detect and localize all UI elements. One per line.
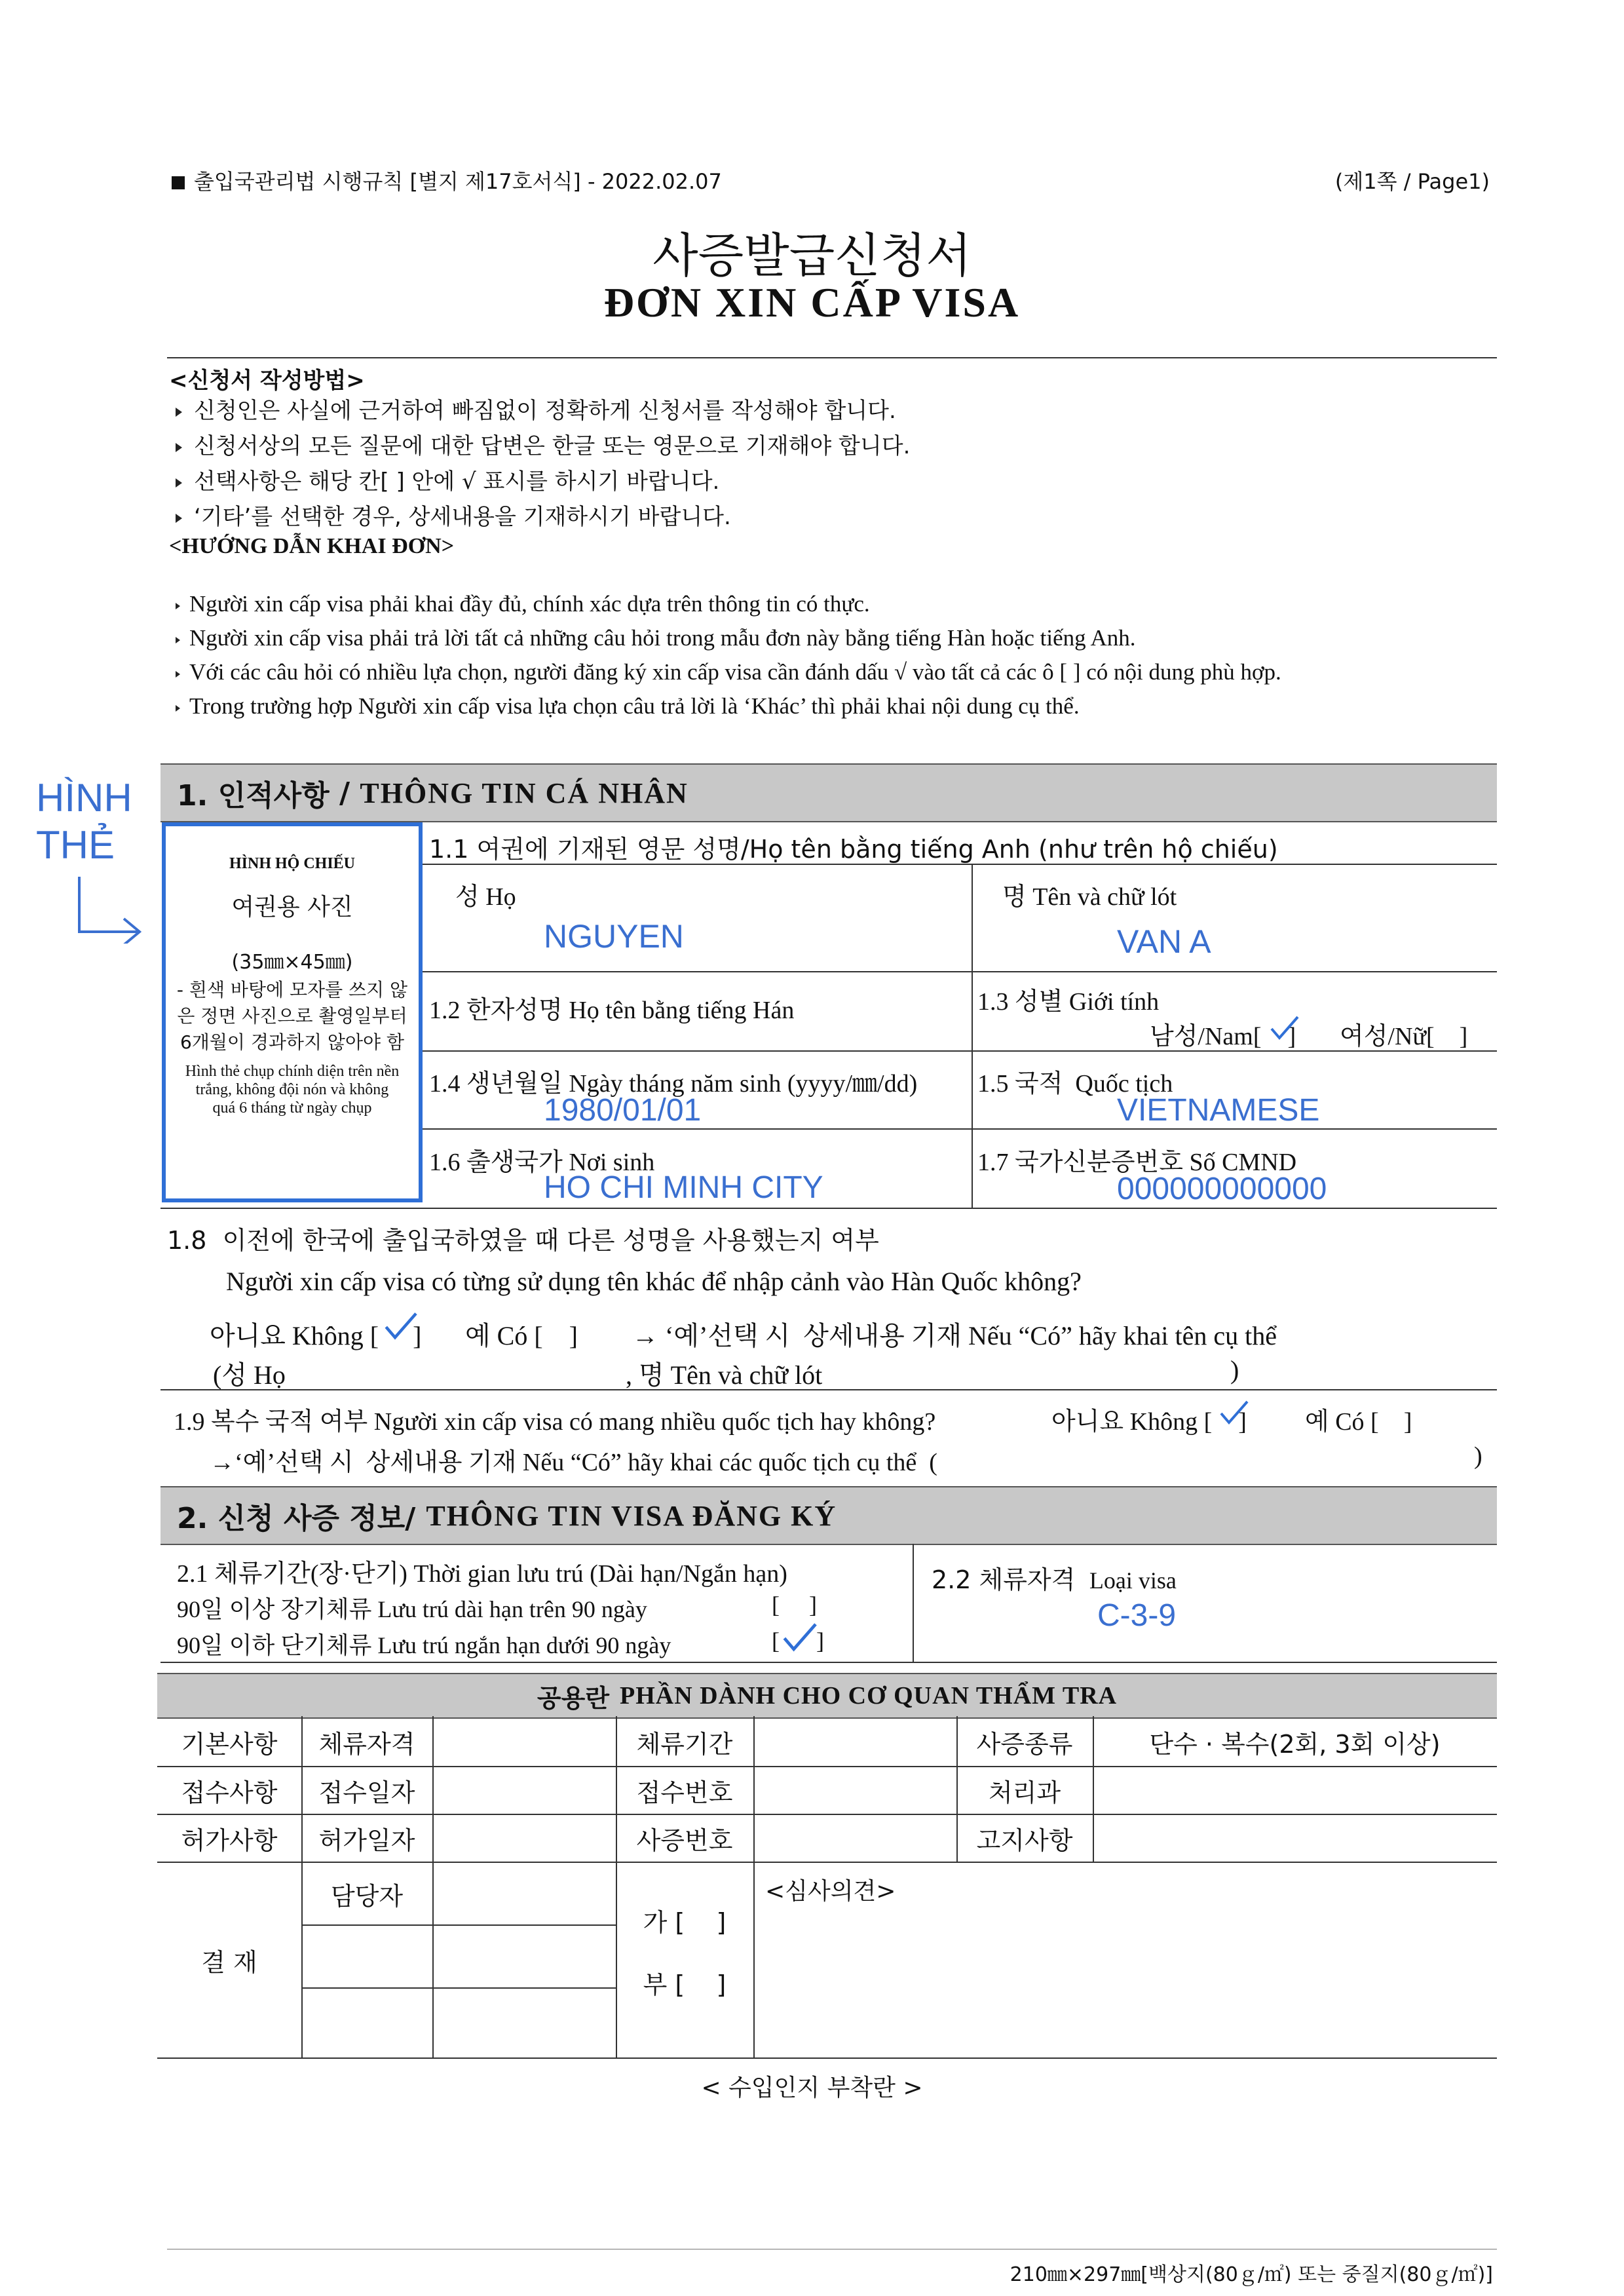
birthplace-value[interactable]: HO CHI MINH CITY <box>544 1170 823 1205</box>
q14-label: 1.4 생년월일 Ngày tháng năm sinh (yyyy/㎜/dd) <box>429 1070 918 1098</box>
q18-given-field[interactable]: , 명 Tên và chữ lót <box>626 1360 823 1390</box>
grid-line <box>157 2057 1497 2059</box>
q19-no-option[interactable]: 아니요 Không [ ] <box>1051 1408 1247 1436</box>
officer-label: 담당자 <box>330 1881 404 1911</box>
permit-info-label: 허가사항 <box>181 1826 278 1855</box>
grid-line <box>753 1716 755 2057</box>
triangle-bullet-icon <box>176 637 180 643</box>
title-divider <box>167 357 1497 358</box>
title-korean: 사증발급신청서 <box>652 228 972 283</box>
section1-title-vi: THÔNG TIN CÁ NHÂN <box>360 776 689 809</box>
section1-title-sep: / <box>329 776 360 810</box>
given-name-label: 명 Tên và chữ lót <box>1002 883 1177 911</box>
instructions-vi-list <box>176 587 1479 723</box>
q22-label: 2.2 체류자격 Loại visa <box>932 1565 1177 1594</box>
grid-line <box>972 864 973 1208</box>
visa-type-value[interactable]: C-3-9 <box>1097 1598 1177 1633</box>
processing-dept-label: 처리과 <box>988 1778 1061 1807</box>
notice-label: 고지사항 <box>976 1826 1073 1855</box>
receipt-date-label: 접수일자 <box>318 1778 415 1807</box>
grid-line <box>161 1389 1497 1390</box>
given-name-value[interactable]: VAN A <box>1117 923 1211 960</box>
reject-option: 부 [ ] <box>643 1970 727 1999</box>
grid-line <box>301 1987 616 1989</box>
triangle-bullet-icon <box>176 514 182 523</box>
title-vietnamese: ĐƠN XIN CẤP VISA <box>603 279 1021 326</box>
gender-female-option[interactable]: 여성/Nữ[ ] <box>1340 1023 1468 1050</box>
q18-vi: Người xin cấp visa có từng sử dụng tên khác để nhập cảnh vào Hàn Quốc không? <box>226 1267 1082 1296</box>
section2-header <box>161 1486 1497 1545</box>
permit-date-label: 허가일자 <box>318 1826 415 1855</box>
q19-close: ) <box>1474 1442 1482 1470</box>
q13-label: 1.3 성별 Giới tính <box>977 988 1160 1016</box>
grid-line <box>301 1924 616 1926</box>
q18-detail-instruction: → ‘예’선택 시 상세내용 기재 Nếu “Có” hãy khai tên cụ thể <box>632 1321 1277 1350</box>
nationality-value[interactable]: VIETNAMESE <box>1117 1093 1320 1128</box>
q17-label: 1.7 국가신분증번호 Số CMND <box>977 1149 1297 1176</box>
photo-ko-desc: - 흰색 바탕에 모자를 쓰지 않은 정면 사진으로 촬영일부터 6개월이 경과하지 않아야 함 <box>176 979 408 1053</box>
photo-annotation-line2: THẺ <box>36 823 115 867</box>
official-title-ko: 공용란 <box>537 1683 610 1713</box>
gender-male-option[interactable]: 남성/Nam[ ] <box>1150 1023 1296 1050</box>
q19-label: 1.9 복수 국적 여부 Người xin cấp visa có mang nhiều quốc tịch hay không? <box>174 1408 936 1436</box>
grid-line <box>161 1208 1497 1209</box>
approval-label: 결 재 <box>201 1948 257 1977</box>
q16-label: 1.6 출생국가 Nơi sinh <box>429 1149 655 1176</box>
instruction-ko-item: 신청인은 사실에 근거하여 빠짐없이 정확하게 신청서를 작성해야 합니다. <box>176 393 910 429</box>
instruction-ko-item: 신청서상의 모든 질문에 대한 답변은 한글 또는 영문으로 기재해야 합니다. <box>176 429 910 464</box>
checkmark-icon <box>383 1311 418 1342</box>
arrow-right-icon <box>69 871 147 944</box>
review-opinion-label: <심사의견> <box>765 1878 896 1905</box>
instructions-ko-list <box>176 393 910 535</box>
instruction-vi-item: Người xin cấp visa phải trả lời tất cả những câu hỏi trong mẫu đơn này bằng tiếng Hàn hoặc tiếng Anh. <box>176 621 1479 655</box>
q19-yes-option[interactable]: 예 Có [ ] <box>1305 1408 1412 1436</box>
grid-line <box>913 1544 914 1662</box>
receipt-number-label: 접수번호 <box>636 1778 733 1807</box>
square-bullet-icon <box>172 176 185 189</box>
basic-info-label: 기본사항 <box>181 1729 278 1759</box>
q21-label: 2.1 체류기간(장·단기) Thời gian lưu trú (Dài hạn/Ngắn hạn) <box>177 1560 787 1588</box>
section1-title-ko: 1. 인적사항 <box>177 779 330 813</box>
q18-yes-option[interactable]: 예 Có [ ] <box>465 1321 578 1350</box>
long-term-box[interactable]: [ ] <box>772 1592 817 1618</box>
checkmark-icon <box>781 1621 818 1654</box>
instruction-ko-item: 선택사항은 해당 칸[ ] 안에 √ 표시를 하시기 바랍니다. <box>176 464 910 499</box>
section1-header <box>161 763 1497 822</box>
photo-vi-title: HÌNH HỘ CHIẾU <box>229 855 356 872</box>
surname-label: 성 Họ <box>455 883 516 911</box>
q11-label: 1.1 여권에 기재된 영문 성명/Họ tên bằng tiếng Anh (như trên hộ chiếu) <box>429 835 1278 864</box>
id-number-value[interactable]: 000000000000 <box>1117 1172 1327 1206</box>
grid-line <box>432 1716 434 2057</box>
short-term-box[interactable]: [ ] <box>772 1628 824 1654</box>
triangle-bullet-icon <box>176 408 182 417</box>
instructions-vi-heading: <HƯỚNG DẪN KHAI ĐƠN> <box>169 534 455 558</box>
status-label: 체류자격 <box>318 1729 415 1759</box>
long-term-option[interactable]: 90일 이상 장기체류 Lưu trú dài hạn trên 90 ngày <box>177 1596 647 1622</box>
photo-ko-title: 여권용 사진 <box>231 894 353 921</box>
grid-line <box>161 1662 1497 1663</box>
visa-kind-label: 사증종류 <box>976 1729 1073 1759</box>
checkmark-icon <box>1269 1014 1299 1042</box>
q18-no-option[interactable]: 아니요 Không [ ] <box>210 1321 422 1350</box>
triangle-bullet-icon <box>176 443 182 452</box>
q18-close: ) <box>1230 1355 1239 1385</box>
triangle-bullet-icon <box>176 603 180 609</box>
grid-line <box>423 971 1497 972</box>
instruction-ko-item: ‘기타’를 선택한 경우, 상세내용을 기재하시기 바랍니다. <box>176 499 910 535</box>
approve-option: 가 [ ] <box>643 1907 727 1937</box>
visa-kind-options: 단수 · 복수(2회, 3회 이상) <box>1149 1729 1441 1759</box>
receipt-info-label: 접수사항 <box>181 1778 278 1807</box>
short-term-option[interactable]: 90일 이하 단기체류 Lưu trú ngắn hạn dưới 90 ngày <box>177 1632 671 1658</box>
form-reference: 출입국관리법 시행규칙 [별지 제17호서식] - 2022.02.07 <box>172 165 722 195</box>
passport-photo-box[interactable] <box>162 822 423 1202</box>
instruction-vi-item: Với các câu hỏi có nhiều lựa chọn, người đăng ký xin cấp visa cần đánh dấu √ vào tất cả các ô [ ] có nội dung phù hợp. <box>176 655 1479 689</box>
photo-size: (35㎜×45㎜) <box>231 951 353 974</box>
triangle-bullet-icon <box>176 478 182 488</box>
triangle-bullet-icon <box>176 671 180 678</box>
grid-line <box>423 1128 1497 1130</box>
paper-spec: 210㎜×297㎜[백상지(80ｇ/㎡) 또는 중질지(80ｇ/㎡)] <box>1010 2263 1493 2286</box>
section2-title-ko: 2. 신청 사증 정보/ <box>177 1502 416 1535</box>
instructions-ko-heading: <신청서 작성방법> <box>169 368 365 394</box>
q15-label: 1.5 국적 Quốc tịch <box>977 1070 1173 1098</box>
instruction-vi-item: Trong trường hợp Người xin cấp visa lựa chọn câu trả lời là ‘Khác’ thì phải khai nội dung cụ thể. <box>176 689 1479 723</box>
q18-surname-field[interactable]: (성 Họ <box>213 1360 286 1390</box>
photo-vi-desc: Hình thẻ chụp chính diện trên nền trắng, không đội nón và không quá 6 tháng từ ngày chụp <box>185 1063 400 1117</box>
photo-annotation-line1: HÌNH <box>36 776 132 820</box>
grid-line <box>423 1050 1497 1052</box>
instruction-vi-item: Người xin cấp visa phải khai đầy đủ, chính xác dựa trên thông tin có thực. <box>176 587 1479 621</box>
official-use-header <box>157 1673 1497 1719</box>
q19-detail-instruction: →‘예’선택 시 상세내용 기재 Nếu “Có” hãy khai các quốc tịch cụ thể ( <box>210 1449 937 1476</box>
official-title-vi: PHẦN DÀNH CHO CƠ QUAN THẨM TRA <box>620 1682 1118 1710</box>
checkmark-icon <box>1218 1399 1249 1426</box>
q12-label: 1.2 한자성명 Họ tên bằng tiếng Hán <box>429 997 795 1024</box>
revenue-stamp-label: < 수입인지 부착란 > <box>701 2075 923 2101</box>
dob-value[interactable]: 1980/01/01 <box>544 1093 702 1128</box>
surname-value[interactable]: NGUYEN <box>544 918 684 955</box>
section2-title-vi: THÔNG TIN VISA ĐĂNG KÝ <box>426 1499 837 1532</box>
triangle-bullet-icon <box>176 705 180 712</box>
q18-label: 1.8 이전에 한국에 출입국하였을 때 다른 성명을 사용했는지 여부 <box>167 1226 879 1255</box>
stay-period-label: 체류기간 <box>636 1729 733 1759</box>
visa-number-label: 사증번호 <box>636 1826 733 1855</box>
page-label: (제1쪽 / Page1) <box>1334 169 1490 194</box>
